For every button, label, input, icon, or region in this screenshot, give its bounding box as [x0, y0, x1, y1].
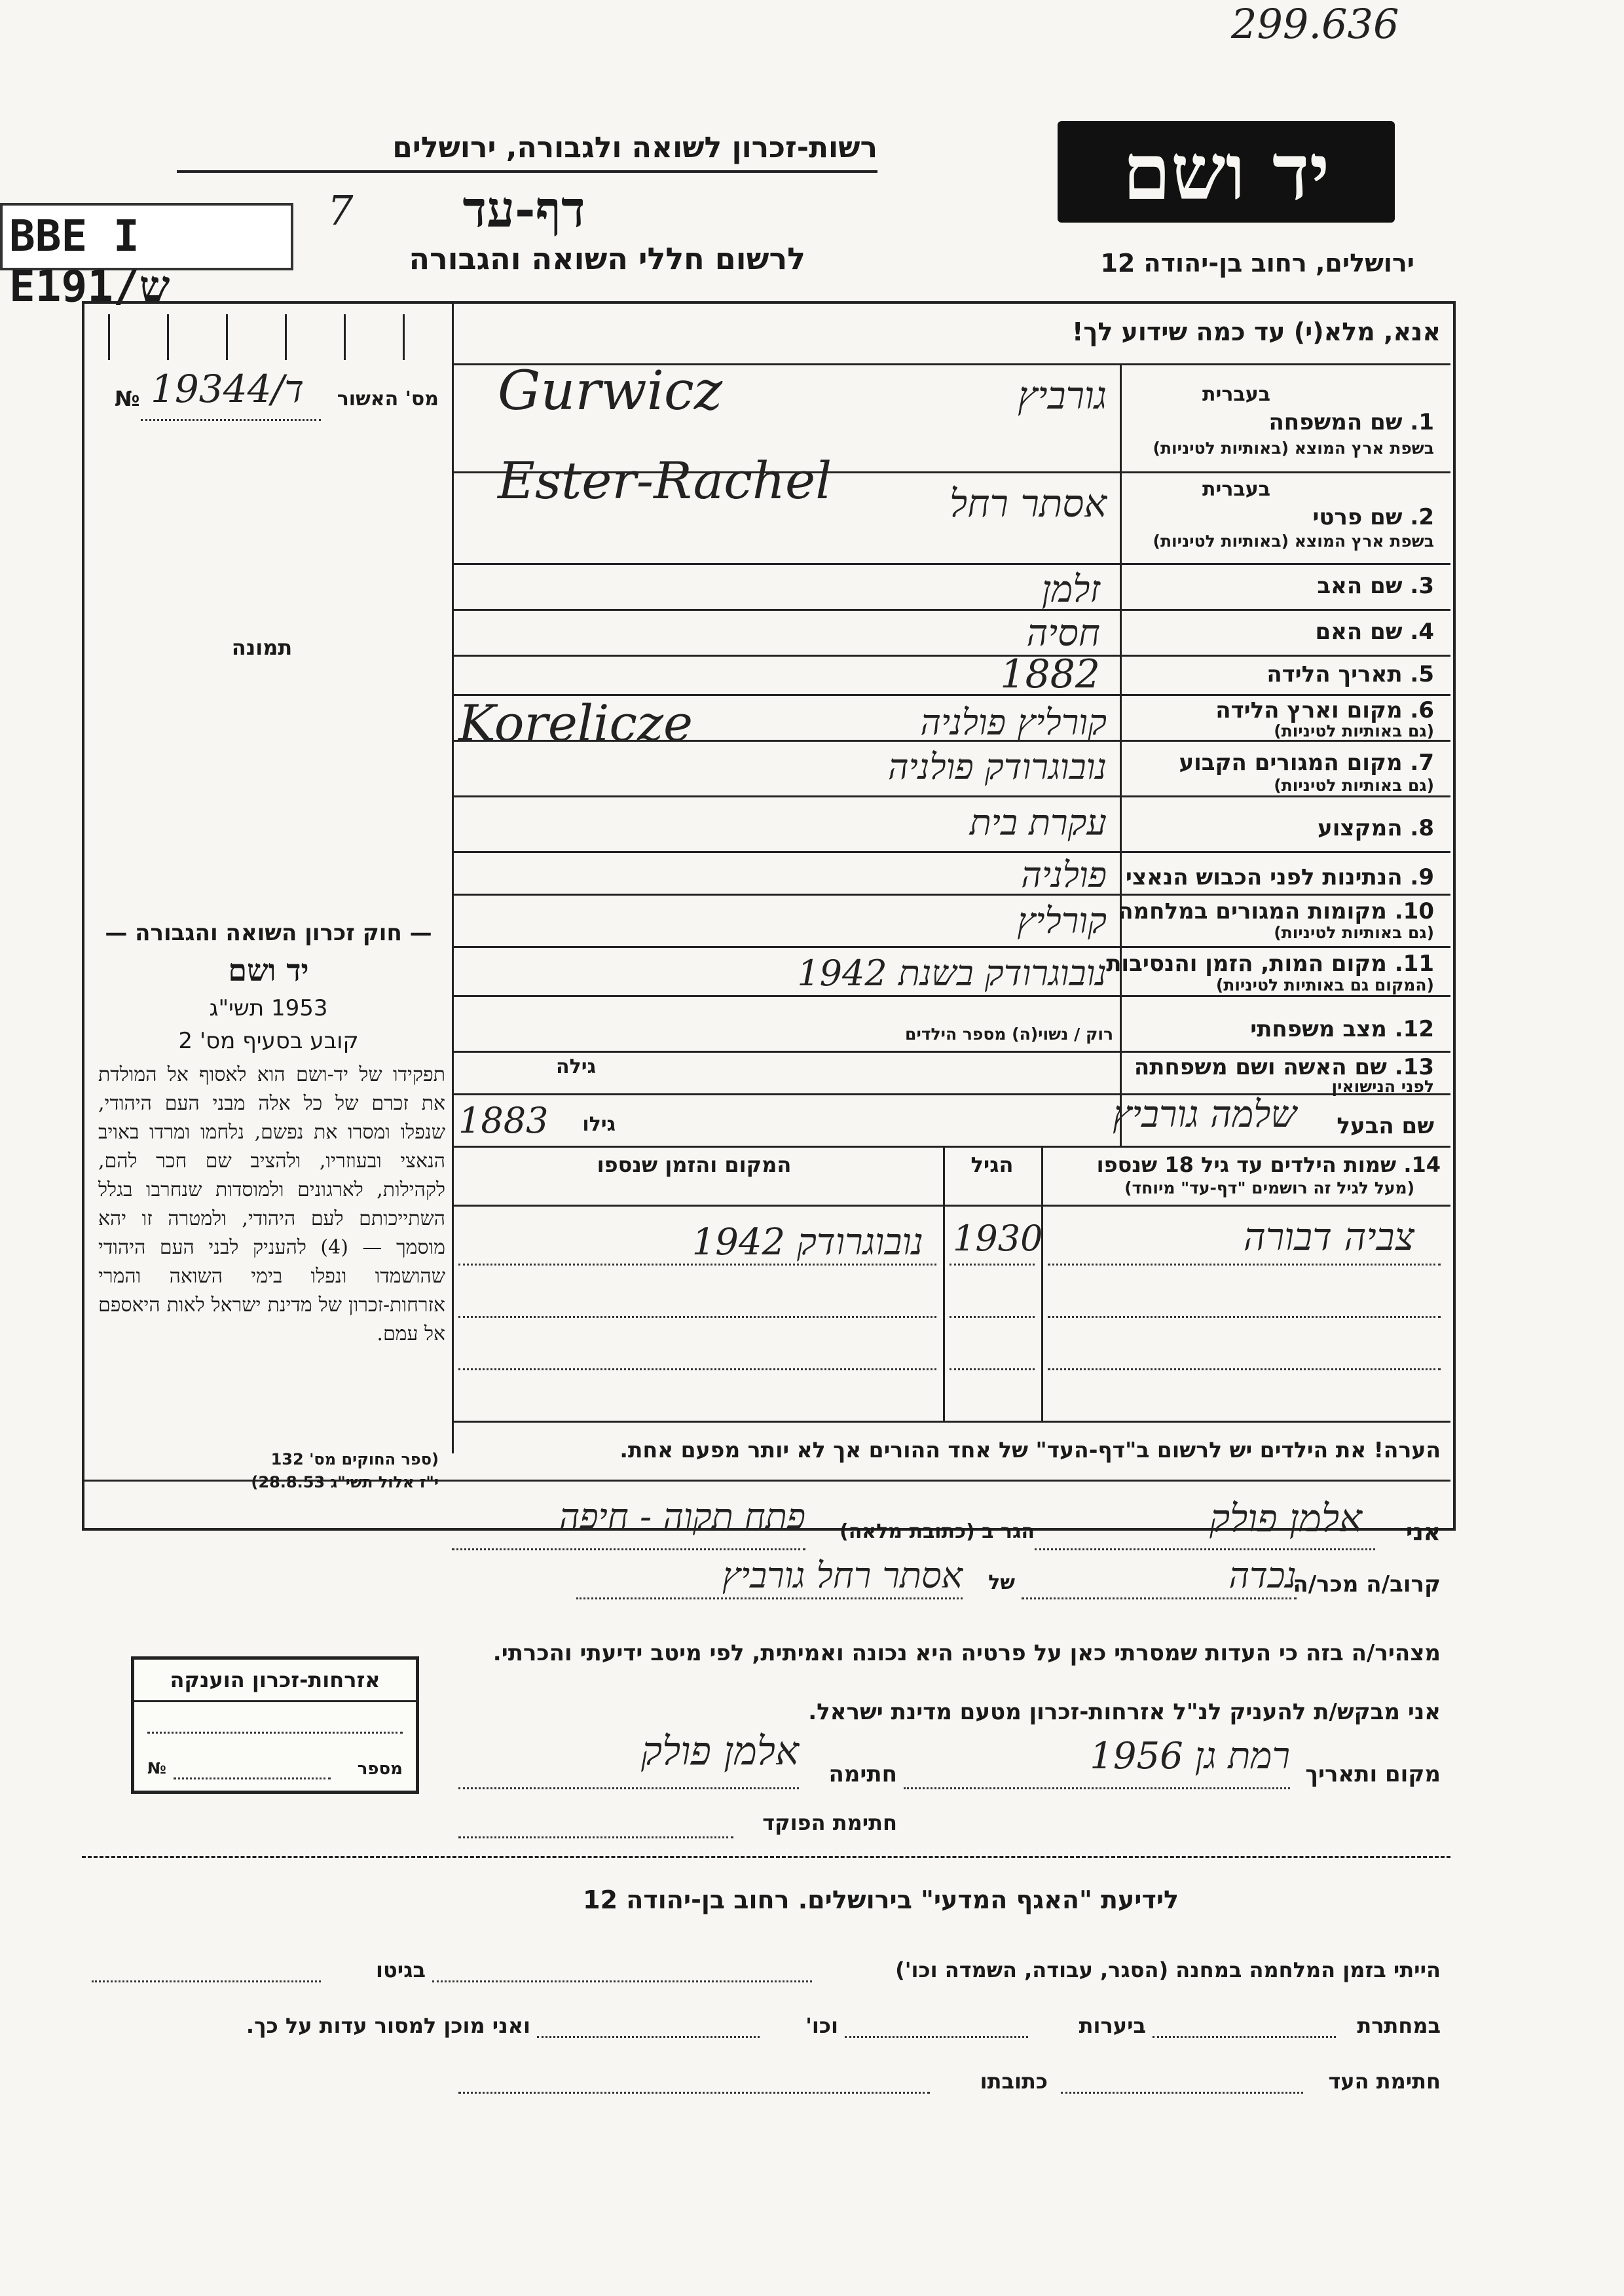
- info-line2-a: במחתרת: [1357, 2013, 1441, 2038]
- of-label: של: [988, 1571, 1015, 1594]
- citizenship-box-no: №: [147, 1759, 166, 1777]
- field-11-hebrew: נובוגרודק בשנת 1942: [797, 953, 1107, 994]
- field-6-hebrew: קורליץ פולניה: [920, 702, 1107, 743]
- field-6-latin: Korelicze: [458, 694, 693, 752]
- field-4-hebrew: חסיה: [1026, 612, 1100, 655]
- field-7-label: 7. מקום המגורים הקבוע: [1179, 750, 1434, 776]
- field-11-sub: (המקום גם באותיות לטיניות): [1215, 975, 1434, 994]
- photo-label: תמונה: [231, 635, 293, 660]
- form-title: דף-עד: [462, 180, 585, 238]
- note: הערה! את הילדים יש לרשום ב"דף-העד" של אחד ההורים אך לא יותר מפעם אחת.: [619, 1437, 1441, 1463]
- request: אני מבקש/ת להעניק לנ"ל אזרחות-זכרון מטעם מדינת ישראל.: [808, 1699, 1441, 1725]
- field-10-label: 10. מקומות המגורים במלחמה: [1118, 898, 1434, 924]
- field-1-latin: Gurwicz: [498, 360, 723, 422]
- field-11-label: 11. מקום המות, הזמן והנסיבות: [1106, 951, 1434, 977]
- law-clause: קובע בסעיף מס' 2: [178, 1028, 359, 1054]
- place-date-label: מקום ותאריך: [1305, 1761, 1441, 1787]
- info-line2-c: וכו': [805, 2013, 838, 2038]
- spouse-age: 1883: [458, 1100, 549, 1141]
- signature-value: אלמן פולק: [641, 1728, 799, 1774]
- field-2-label: 2. שם פרטי: [1312, 504, 1434, 530]
- field-2-hebrew: אסתר רחל: [949, 481, 1107, 526]
- field-7-hebrew: נובוגרודק פולניה: [887, 746, 1107, 788]
- field-4-label: 4. שם האם: [1315, 619, 1434, 645]
- declarant-name: אלמן פולק: [1209, 1496, 1362, 1540]
- org-title: רשות-זכרון לשואה ולגבורה, ירושלים: [392, 131, 877, 164]
- child-name: צביה דבורה: [1243, 1214, 1414, 1259]
- info-line3-b: כתובתו: [980, 2069, 1048, 2094]
- law-date: י"ז אלול תשי"ג 28.8.53): [251, 1473, 439, 1491]
- field-13-sub: לפני הנישואין: [1331, 1077, 1434, 1096]
- field-8-hebrew: עקרת בית: [969, 802, 1107, 843]
- field-12-label: 12. מצב משפחתי: [1250, 1016, 1434, 1042]
- field-5-label: 5. תאריך הלידה: [1266, 661, 1434, 687]
- logo-text: יד ושם: [1122, 126, 1330, 217]
- field-3-hebrew: זלמן: [1041, 568, 1100, 611]
- field-5-value: 1882: [1000, 651, 1100, 697]
- info-line1-b: בגיטו: [376, 1958, 426, 1982]
- approval-label: מס' האשור: [337, 388, 439, 410]
- children-place-header: המקום והזמן שנספו: [597, 1152, 792, 1177]
- field-2-latin: Ester-Rachel: [498, 452, 832, 511]
- law-logo: יד ושם: [228, 953, 309, 988]
- law-title: — חוק זכרון השואה והגבורה —: [105, 920, 432, 946]
- citizenship-box: [131, 1656, 419, 1794]
- law-year: 1953 תשי"ג: [209, 995, 328, 1021]
- approval-no-label: №: [115, 386, 140, 411]
- children-age-header: הגיל: [970, 1152, 1014, 1177]
- law-text: תפקידו של יד-ושם הוא לאסוף אל המולדת את זכרם של כל אלה מבני העם היהודי, שנפלו ומסרו את נפשם, נלחמו ומרדו באויב הנאצי ובעוזריו, ולהציב שם חכר להם, לקהילות, לארגונים ולמוסדות שנחרבו בגלל השתייכותם לעם היהודי, ולמטרה זו יהא מוסמך — (4) להעניק לבני העם היהודי שהושמדו ונפלו בימי השואה והמרי אזרחות-זכרון של מדינת ישראל לאות היאספם אל עמם.: [98, 1063, 445, 1345]
- instruction: אנא, מלא(י) עד כמה שידוע לך!: [1072, 318, 1441, 346]
- field-9-label: 9. הנתינות לפני הכבוש הנאצי: [1125, 864, 1434, 890]
- child-age: 1930: [953, 1218, 1043, 1259]
- field-1-label: 1. שם המשפחה: [1268, 409, 1434, 435]
- field-10-sub: (גם באותיות לטיניות): [1274, 923, 1434, 942]
- field-1-sub: בשפת ארץ המוצא (באותיות לטיניות): [1153, 439, 1434, 458]
- field-9-hebrew: פולניה: [1021, 854, 1107, 896]
- declaration: מצהיר/ה בזה כי העדות שמסרתי כאן על פרטיה היא נכונה ואמיתית, לפי מיטב ידיעתי והכרתי.: [492, 1640, 1441, 1666]
- signature-label: חתימה: [828, 1761, 897, 1787]
- relation-value: נכדה: [1228, 1555, 1297, 1596]
- spouse-label: שם הבעל: [1337, 1113, 1434, 1139]
- field-2-tag: בעברית: [1202, 478, 1270, 501]
- stamp-mark: 7: [327, 187, 354, 234]
- children-title: 14. שמות הילדים עד גיל 18 שנספו: [1096, 1152, 1441, 1177]
- residing-value: פתח תקוה - חיפה: [559, 1496, 805, 1537]
- field-6-label: 6. מקום וארץ הלידה: [1215, 697, 1434, 723]
- field-1-hebrew: גורביץ: [1018, 373, 1107, 418]
- children-sub: (מעל לגיל זה רושמים "דף-עד" מיוחד): [1124, 1178, 1414, 1197]
- residing-label: הגר ב (כתובת מלאה): [839, 1520, 1035, 1543]
- field-12-options: רוק / נשוי(ה) מספר הילדים: [905, 1025, 1113, 1044]
- logo: [1058, 121, 1395, 223]
- law-source: (ספר החוקים מס' 132: [270, 1450, 439, 1468]
- declarant-label: אני: [1405, 1519, 1441, 1546]
- relation-label: קרוב/ה מכר/ה: [1293, 1571, 1441, 1597]
- citizenship-box-title: אזרחות-זכרון הוענקה: [170, 1667, 380, 1692]
- field-1-tag: בעברית: [1202, 383, 1270, 406]
- form-subtitle: לרשום חללי השואה והגבורה: [409, 241, 805, 276]
- info-line2-b: ביערות: [1079, 2013, 1146, 2038]
- info-line3-a: חתימת העד: [1328, 2069, 1441, 2094]
- wife-age-label: גילה: [556, 1055, 596, 1078]
- of-value: אסתר רחל גורביץ: [722, 1555, 963, 1596]
- officer-sig-label: חתימת הפוקד: [762, 1810, 897, 1835]
- field-3-label: 3. שם האב: [1317, 573, 1434, 599]
- stamp-text: BBE I E191/ש: [9, 211, 170, 312]
- stamp: [0, 203, 293, 312]
- info-line1-a: הייתי בזמן המלחמה במחנה (הסגר, עבודה, השמדה וכו'): [895, 1958, 1441, 1982]
- info-line2-d: ואני מוכן למסור עדות על כך.: [246, 2013, 530, 2038]
- field-6-sub: (גם באותיות לטיניות): [1274, 721, 1434, 740]
- address: ירושלים, רחוב בן-יהודה 12: [1100, 249, 1414, 278]
- field-7-sub: (גם באותיות לטיניות): [1274, 776, 1434, 795]
- place-date-value: רמת גן 1956: [1090, 1735, 1290, 1777]
- child-place: נובוגרודק 1942: [692, 1221, 923, 1264]
- spouse-value: שלמה גורביץ: [1113, 1093, 1297, 1136]
- info-title: לידיעת "האגף המדעי" בירושלים. רחוב בן-יהודה 12: [583, 1886, 1179, 1914]
- archive-number: 299.636: [1231, 0, 1399, 48]
- approval-number: 19344/ד: [151, 367, 304, 411]
- field-8-label: 8. המקצוע: [1318, 815, 1434, 841]
- spouse-age-label: גילו: [582, 1113, 616, 1136]
- citizenship-box-number: מספר: [357, 1759, 403, 1779]
- field-10-hebrew: קורליץ: [1017, 900, 1107, 941]
- field-13-label: 13. שם האשה ושם משפחתה: [1134, 1054, 1434, 1080]
- field-2-sub: בשפת ארץ המוצא (באותיות לטיניות): [1153, 532, 1434, 551]
